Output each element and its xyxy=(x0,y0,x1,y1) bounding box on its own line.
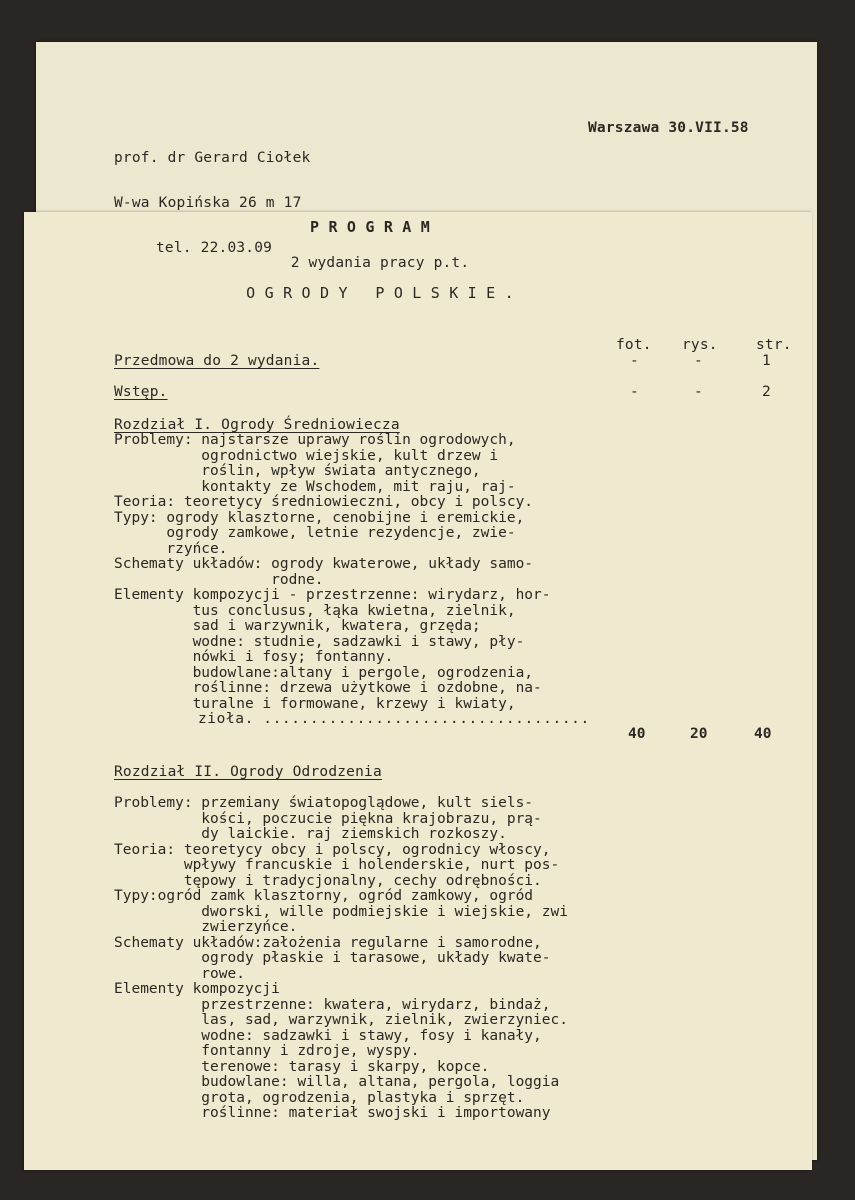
chapter2-line: las, sad, warzywnik, zielnik, zwierzyniec. xyxy=(114,1012,568,1028)
chapter2-line: Elementy kompozycji xyxy=(114,981,280,997)
author-name: prof. dr Gerard Ciołek xyxy=(114,150,311,166)
chapter2-line: dy laickie. raj ziemskich rozkoszy. xyxy=(114,826,507,842)
chapter1-line: zioła. ................................... xyxy=(114,711,590,727)
chapter2-line: ogrody płaskie i tarasowe, układy kwate- xyxy=(114,950,551,966)
entry-preface-label: Przedmowa do 2 wydania. xyxy=(114,353,320,369)
chapter1-heading: Rozdział I. Ogrody Średniowiecza xyxy=(114,417,400,433)
chapter2-line: zwierzyńce. xyxy=(114,919,298,935)
chapter2-line: kości, poczucie piękna krajobrazu, prą- xyxy=(114,810,542,827)
chapter2-line: Teoria: teoretycy obcy i polscy, ogrodnicy włoscy, xyxy=(114,841,551,858)
chapter1-line: rzyńce. xyxy=(114,540,228,557)
chapter2-line: fontanny i zdroje, wyspy. xyxy=(114,1043,420,1059)
entry-preface-str: 1 xyxy=(762,353,771,369)
chapter1-line: roślin, wpływ świata antycznego, xyxy=(114,463,481,479)
chapter2-line: tępowy i tradycjonalny, cechy odrębności. xyxy=(114,872,542,889)
chapter1-body xyxy=(114,433,634,728)
chapter2-line: Schematy układów:założenia regularne i samorodne, xyxy=(114,934,542,951)
entry-intro-str: 2 xyxy=(762,384,771,400)
chapter1-line: wodne: studnie, sadzawki i stawy, pły- xyxy=(114,633,525,650)
chapter1-line: tus conclusus, łąka kwietna, zielnik, xyxy=(114,602,516,619)
chapter1-line: sad i warzywnik, kwatera, grzęda; xyxy=(114,618,481,634)
chapter1-line: Elementy kompozycji - przestrzenne: wirydarz, hor- xyxy=(114,587,551,603)
document-subtitle: 2 wydania pracy p.t. xyxy=(290,255,470,271)
column-rys: rys. xyxy=(682,337,718,353)
column-fot: fot. xyxy=(616,337,652,353)
chapter1-line: Problemy: najstarsze uprawy roślin ogrodowych, xyxy=(114,432,516,448)
chapter2-line: wpływy francuskie i holenderskie, nurt pos- xyxy=(114,857,560,873)
chapter2-line: terenowe: tarasy i skarpy, kopce. xyxy=(114,1058,490,1075)
chapter1-line: Teoria: teoretycy średniowieczni, obcy i polscy. xyxy=(114,494,534,510)
document-date: Warszawa 30.VII.58 xyxy=(588,120,749,136)
author-block xyxy=(114,121,310,271)
chapter2-line: budowlane: willa, altana, pergola, loggia xyxy=(114,1074,560,1090)
chapter1-fot: 40 xyxy=(628,726,646,742)
chapter1-line: turalne i formowane, krzewy i kwiaty, xyxy=(114,695,516,712)
column-str: str. xyxy=(756,337,792,353)
chapter2-line: grota, ogrodzenia, plastyka i sprzęt. xyxy=(114,1089,525,1106)
chapter2-heading: Rozdział II. Ogrody Odrodzenia xyxy=(114,764,382,780)
chapter1-line: nówki i fosy; fontanny. xyxy=(114,649,394,665)
chapter2-line: Typy:ogród zamk klasztorny, ogród zamkowy, ogród xyxy=(114,888,534,904)
chapter2-line: wodne: sadzawki i stawy, fosy i kanały, xyxy=(114,1027,542,1044)
chapter1-line: ogrodnictwo wiejskie, kult drzew i xyxy=(114,447,499,464)
work-title: O G R O D Y P O L S K I E . xyxy=(246,284,514,302)
chapter2-body xyxy=(114,796,654,1122)
chapter2-line: Problemy: przemiany światopoglądowe, kult siels- xyxy=(114,795,534,811)
chapter1-rys: 20 xyxy=(690,726,708,742)
author-phone: tel. 22.03.09 xyxy=(156,240,273,256)
author-address: W-wa Kopińska 26 m 17 xyxy=(114,195,302,211)
chapter1-line: kontakty ze Wschodem, mit raju, raj- xyxy=(114,478,516,495)
document-title: P R O G R A M xyxy=(310,218,430,236)
chapter1-str: 40 xyxy=(754,726,772,742)
chapter1-line: budowlane:altany i pergole, ogrodzenia, xyxy=(114,664,534,681)
chapter1-line: Typy: ogrody klasztorne, cenobijne i eremickie, xyxy=(114,509,525,526)
chapter1-line: rodne. xyxy=(114,571,324,588)
chapter1-line: Schematy układów: ogrody kwaterowe, układy samo- xyxy=(114,556,534,572)
entry-preface-rys: - xyxy=(694,353,703,369)
entry-intro-rys: - xyxy=(694,384,703,400)
entry-intro-fot: - xyxy=(630,384,639,400)
chapter2-line: rowe. xyxy=(114,965,245,982)
chapter2-line: dworski, wille podmiejskie i wiejskie, zwi xyxy=(114,903,568,920)
chapter2-line: roślinne: materiał swojski i importowany xyxy=(114,1105,551,1121)
chapter1-line: ogrody zamkowe, letnie rezydencje, zwie- xyxy=(114,525,516,541)
chapter1-line: roślinne: drzewa użytkowe i ozdobne, na- xyxy=(114,680,542,696)
entry-intro-label: Wstęp. xyxy=(114,384,168,400)
entry-preface-fot: - xyxy=(630,353,639,369)
chapter2-line: przestrzenne: kwatera, wirydarz, bindaż, xyxy=(114,996,551,1013)
